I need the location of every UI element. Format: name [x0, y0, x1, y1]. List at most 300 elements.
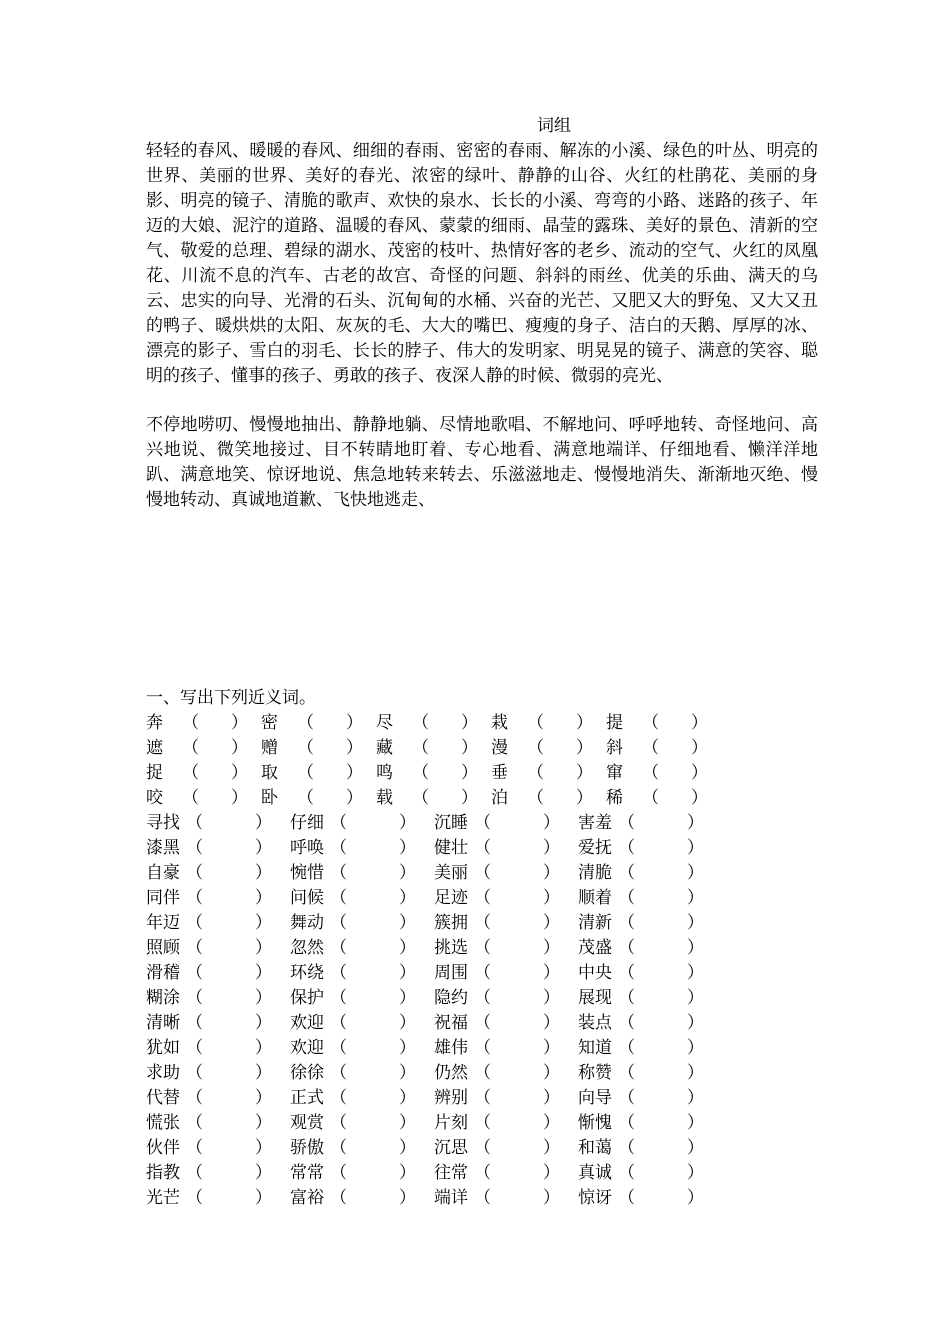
answer-blank[interactable]: [182, 761, 261, 786]
close-paren: ）: [346, 713, 363, 733]
close-paren: ）: [543, 838, 560, 858]
synonym-word: 遮: [146, 738, 163, 758]
close-paren: ）: [461, 738, 478, 758]
synonym-row: [146, 1111, 722, 1136]
answer-blank[interactable]: [186, 836, 290, 861]
synonym-item: [146, 1061, 290, 1086]
synonym-item: [376, 761, 491, 786]
close-paren: ）: [255, 913, 272, 933]
answer-blank[interactable]: [618, 1036, 722, 1061]
synonym-word: 茂盛: [578, 938, 612, 958]
synonym-word: 栽: [491, 713, 508, 733]
close-paren: ）: [576, 763, 593, 783]
synonym-item: [434, 836, 578, 861]
close-paren: ）: [576, 738, 593, 758]
open-paren: （: [618, 1188, 635, 1208]
synonym-row: [146, 861, 722, 886]
answer-blank[interactable]: [527, 736, 606, 761]
close-paren: ）: [255, 1063, 272, 1083]
synonym-item: [261, 786, 376, 811]
answer-blank[interactable]: [330, 836, 434, 861]
close-paren: ）: [255, 863, 272, 883]
answer-blank[interactable]: [618, 961, 722, 986]
open-paren: （: [412, 763, 429, 783]
synonym-word: 欢迎: [290, 1038, 324, 1058]
answer-blank[interactable]: [642, 736, 721, 761]
answer-blank[interactable]: [527, 786, 606, 811]
close-paren: ）: [543, 1138, 560, 1158]
open-paren: （: [186, 888, 203, 908]
open-paren: （: [474, 838, 491, 858]
open-paren: （: [330, 838, 347, 858]
synonym-item: [434, 1161, 578, 1186]
synonym-word: 辨别: [434, 1088, 468, 1108]
open-paren: （: [618, 938, 635, 958]
synonym-item: [434, 961, 578, 986]
synonym-row: [146, 1136, 722, 1161]
answer-blank[interactable]: [412, 736, 491, 761]
synonym-item: [376, 736, 491, 761]
synonym-item: [290, 811, 434, 836]
synonym-row: [146, 886, 722, 911]
synonym-row: [146, 936, 722, 961]
synonym-row: [146, 961, 722, 986]
synonym-item: [290, 911, 434, 936]
synonym-item: [434, 1036, 578, 1061]
synonym-word: 问候: [290, 888, 324, 908]
synonym-item: [146, 786, 261, 811]
open-paren: （: [330, 888, 347, 908]
close-paren: ）: [543, 963, 560, 983]
answer-blank[interactable]: [618, 1011, 722, 1036]
close-paren: ）: [687, 838, 704, 858]
answer-blank[interactable]: [642, 786, 721, 811]
answer-blank[interactable]: [186, 1086, 290, 1111]
synonym-row: [146, 761, 721, 786]
synonym-word: 骄傲: [290, 1138, 324, 1158]
answer-blank[interactable]: [330, 1136, 434, 1161]
answer-blank[interactable]: [182, 786, 261, 811]
close-paren: ）: [255, 988, 272, 1008]
synonym-word: 稀: [606, 788, 623, 808]
synonym-row: [146, 1186, 722, 1211]
synonym-word: 惭愧: [578, 1113, 612, 1133]
open-paren: （: [527, 738, 544, 758]
synonym-word: 寻找: [146, 813, 180, 833]
close-paren: ）: [543, 1063, 560, 1083]
answer-blank[interactable]: [618, 936, 722, 961]
synonym-item: [434, 1011, 578, 1036]
answer-blank[interactable]: [186, 861, 290, 886]
answer-blank[interactable]: [186, 1036, 290, 1061]
close-paren: ）: [399, 1138, 416, 1158]
close-paren: ）: [543, 988, 560, 1008]
answer-blank[interactable]: [412, 761, 491, 786]
open-paren: （: [330, 1063, 347, 1083]
close-paren: ）: [543, 1113, 560, 1133]
synonym-item: [290, 936, 434, 961]
synonym-grid-double: [146, 811, 722, 1211]
synonym-item: [578, 1086, 722, 1111]
synonym-word: 惊讶: [578, 1188, 612, 1208]
close-paren: ）: [399, 938, 416, 958]
answer-blank[interactable]: [186, 911, 290, 936]
answer-blank[interactable]: [618, 1161, 722, 1186]
open-paren: （: [186, 863, 203, 883]
open-paren: （: [618, 888, 635, 908]
close-paren: ）: [543, 938, 560, 958]
answer-blank[interactable]: [186, 936, 290, 961]
answer-blank[interactable]: [618, 836, 722, 861]
synonym-item: [290, 1086, 434, 1111]
synonym-item: [290, 1186, 434, 1211]
close-paren: ）: [691, 738, 708, 758]
synonym-word: 尽: [376, 713, 393, 733]
synonym-word: 称赞: [578, 1063, 612, 1083]
synonym-item: [290, 1161, 434, 1186]
synonym-word: 窜: [606, 763, 623, 783]
synonym-item: [146, 936, 290, 961]
answer-blank[interactable]: [330, 861, 434, 886]
answer-blank[interactable]: [186, 1186, 290, 1211]
answer-blank[interactable]: [330, 1061, 434, 1086]
answer-blank[interactable]: [297, 711, 376, 736]
synonym-item: [376, 786, 491, 811]
close-paren: ）: [687, 1013, 704, 1033]
answer-blank[interactable]: [330, 1086, 434, 1111]
synonym-word: 慌张: [146, 1113, 180, 1133]
close-paren: ）: [231, 738, 248, 758]
answer-blank[interactable]: [474, 1086, 578, 1111]
close-paren: ）: [399, 1038, 416, 1058]
answer-blank[interactable]: [186, 811, 290, 836]
synonym-word: 正式: [290, 1088, 324, 1108]
answer-blank[interactable]: [330, 1186, 434, 1211]
synonym-word: 伙伴: [146, 1138, 180, 1158]
answer-blank[interactable]: [330, 1036, 434, 1061]
synonym-item: [290, 1011, 434, 1036]
close-paren: ）: [231, 763, 248, 783]
close-paren: ）: [255, 1188, 272, 1208]
open-paren: （: [297, 738, 314, 758]
synonym-item: [578, 911, 722, 936]
open-paren: （: [474, 1163, 491, 1183]
answer-blank[interactable]: [186, 1061, 290, 1086]
open-paren: （: [330, 1188, 347, 1208]
open-paren: （: [642, 788, 659, 808]
phrase-paragraph-adjective: 轻轻的春风、暖暖的春风、细细的春雨、密密的春雨、解冻的小溪、绿色的叶丛、明亮的世界、美丽的世界、美好的春光、浓密的绿叶、静静的山谷、火红的杜鹃花、美丽的身影、明亮的镜子、清脆的歌声、欢快的泉水、长长的小溪、弯弯的小路、迷路的孩子、年迈的大娘、泥泞的道路、温暖的春风、蒙蒙的细雨、晶莹的露珠、美好的景色、清新的空气、敬爱的总理、碧绿的湖水、茂密的枝叶、热情好客的老乡、流动的空气、火红的凤凰花、川流不息的汽车、古老的故宫、奇怪的问题、斜斜的雨丝、优美的乐曲、满天的乌云、忠实的向导、光滑的石头、沉甸甸的水桶、兴奋的光芒、又肥又大的野兔、又大又丑的鸭子、暖烘烘的太阳、灰灰的毛、大大的嘴巴、瘦瘦的身子、洁白的天鹅、厚厚的冰、漂亮的影子、雪白的羽毛、长长的脖子、伟大的发明家、明晃晃的镜子、满意的笑容、聪明的孩子、懂事的孩子、勇敢的孩子、夜深人静的时候、微弱的亮光、: [146, 141, 818, 386]
answer-blank[interactable]: [527, 761, 606, 786]
open-paren: （: [618, 1063, 635, 1083]
close-paren: ）: [687, 988, 704, 1008]
synonym-word: 密: [261, 713, 278, 733]
answer-blank[interactable]: [330, 936, 434, 961]
answer-blank[interactable]: [474, 1111, 578, 1136]
answer-blank[interactable]: [474, 861, 578, 886]
open-paren: （: [182, 738, 199, 758]
synonym-item: [578, 961, 722, 986]
open-paren: （: [186, 1138, 203, 1158]
open-paren: （: [618, 1088, 635, 1108]
open-paren: （: [474, 1188, 491, 1208]
synonym-word: 鸣: [376, 763, 393, 783]
synonym-word: 藏: [376, 738, 393, 758]
synonym-item: [146, 711, 261, 736]
synonym-row: [146, 1036, 722, 1061]
close-paren: ）: [687, 888, 704, 908]
synonym-word: 斜: [606, 738, 623, 758]
open-paren: （: [618, 838, 635, 858]
answer-blank[interactable]: [474, 886, 578, 911]
synonym-row: [146, 811, 722, 836]
answer-blank[interactable]: [618, 986, 722, 1011]
synonym-word: 知道: [578, 1038, 612, 1058]
close-paren: ）: [399, 913, 416, 933]
open-paren: （: [297, 763, 314, 783]
synonym-word: 富裕: [290, 1188, 324, 1208]
answer-blank[interactable]: [330, 1011, 434, 1036]
answer-blank[interactable]: [618, 1086, 722, 1111]
close-paren: ）: [687, 1038, 704, 1058]
answer-blank[interactable]: [474, 961, 578, 986]
synonym-item: [146, 886, 290, 911]
close-paren: ）: [255, 938, 272, 958]
open-paren: （: [330, 863, 347, 883]
answer-blank[interactable]: [330, 1111, 434, 1136]
answer-blank[interactable]: [412, 711, 491, 736]
synonym-word: 害羞: [578, 813, 612, 833]
open-paren: （: [186, 1063, 203, 1083]
close-paren: ）: [543, 813, 560, 833]
open-paren: （: [186, 1038, 203, 1058]
open-paren: （: [527, 713, 544, 733]
synonym-item: [434, 861, 578, 886]
answer-blank[interactable]: [186, 1136, 290, 1161]
answer-blank[interactable]: [330, 986, 434, 1011]
synonym-word: 求助: [146, 1063, 180, 1083]
synonym-word: 片刻: [434, 1113, 468, 1133]
answer-blank[interactable]: [642, 761, 721, 786]
answer-blank[interactable]: [474, 1036, 578, 1061]
synonym-word: 仍然: [434, 1063, 468, 1083]
open-paren: （: [618, 988, 635, 1008]
synonym-word: 徐徐: [290, 1063, 324, 1083]
close-paren: ）: [346, 738, 363, 758]
close-paren: ）: [461, 713, 478, 733]
synonym-word: 泊: [491, 788, 508, 808]
synonym-row: [146, 911, 722, 936]
synonym-item: [146, 1136, 290, 1161]
answer-blank[interactable]: [474, 1011, 578, 1036]
answer-blank[interactable]: [618, 1186, 722, 1211]
answer-blank[interactable]: [186, 1011, 290, 1036]
synonym-word: 真诚: [578, 1163, 612, 1183]
open-paren: （: [186, 838, 203, 858]
close-paren: ）: [255, 838, 272, 858]
open-paren: （: [186, 913, 203, 933]
close-paren: ）: [543, 1038, 560, 1058]
synonym-word: 清新: [578, 913, 612, 933]
answer-blank[interactable]: [474, 936, 578, 961]
synonym-item: [578, 1011, 722, 1036]
synonym-word: 环绕: [290, 963, 324, 983]
synonym-item: [290, 961, 434, 986]
synonym-word: 赠: [261, 738, 278, 758]
synonym-word: 照顾: [146, 938, 180, 958]
open-paren: （: [618, 863, 635, 883]
synonym-word: 装点: [578, 1013, 612, 1033]
open-paren: （: [618, 1038, 635, 1058]
answer-blank[interactable]: [618, 1111, 722, 1136]
answer-blank[interactable]: [330, 961, 434, 986]
synonym-item: [578, 886, 722, 911]
synonym-item: [578, 1061, 722, 1086]
open-paren: （: [330, 1163, 347, 1183]
open-paren: （: [474, 863, 491, 883]
answer-blank[interactable]: [297, 761, 376, 786]
synonym-word: 糊涂: [146, 988, 180, 1008]
close-paren: ）: [687, 1063, 704, 1083]
synonym-item: [261, 761, 376, 786]
answer-blank[interactable]: [186, 1111, 290, 1136]
close-paren: ）: [461, 788, 478, 808]
open-paren: （: [618, 1113, 635, 1133]
answer-blank[interactable]: [474, 1161, 578, 1186]
open-paren: （: [474, 988, 491, 1008]
close-paren: ）: [399, 1088, 416, 1108]
answer-blank[interactable]: [474, 811, 578, 836]
synonym-word: 自豪: [146, 863, 180, 883]
synonym-item: [578, 936, 722, 961]
phrase-paragraph-adverb: 不停地唠叨、慢慢地抽出、静静地躺、尽情地歌唱、不解地问、呼呼地转、奇怪地问、高兴地说、微笑地接过、目不转睛地盯着、专心地看、满意地端详、仔细地看、懒洋洋地趴、满意地笑、惊讶地说、焦急地转来转去、乐滋滋地走、慢慢地消失、渐渐地灭绝、慢慢地转动、真诚地道歉、飞快地逃走、: [146, 415, 818, 510]
answer-blank[interactable]: [182, 711, 261, 736]
open-paren: （: [330, 988, 347, 1008]
open-paren: （: [330, 1138, 347, 1158]
open-paren: （: [330, 813, 347, 833]
answer-blank[interactable]: [330, 886, 434, 911]
answer-blank[interactable]: [527, 711, 606, 736]
answer-blank[interactable]: [618, 886, 722, 911]
synonym-item: [434, 886, 578, 911]
answer-blank[interactable]: [186, 886, 290, 911]
synonym-word: 中央: [578, 963, 612, 983]
synonym-item: [146, 1186, 290, 1211]
close-paren: ）: [399, 988, 416, 1008]
answer-blank[interactable]: [618, 861, 722, 886]
synonym-item: [578, 986, 722, 1011]
close-paren: ）: [576, 788, 593, 808]
synonym-word: 奔: [146, 713, 163, 733]
synonym-word: 光芒: [146, 1188, 180, 1208]
synonym-word: 足迹: [434, 888, 468, 908]
synonym-word: 垂: [491, 763, 508, 783]
synonym-item: [578, 1036, 722, 1061]
open-paren: （: [474, 1013, 491, 1033]
synonym-word: 沉睡: [434, 813, 468, 833]
answer-blank[interactable]: [474, 1061, 578, 1086]
answer-blank[interactable]: [642, 711, 721, 736]
answer-blank[interactable]: [618, 1136, 722, 1161]
open-paren: （: [474, 1063, 491, 1083]
answer-blank[interactable]: [412, 786, 491, 811]
synonym-word: 呼唤: [290, 838, 324, 858]
close-paren: ）: [399, 888, 416, 908]
open-paren: （: [182, 788, 199, 808]
answer-blank[interactable]: [297, 786, 376, 811]
answer-blank[interactable]: [186, 1161, 290, 1186]
close-paren: ）: [687, 1088, 704, 1108]
synonym-item: [606, 736, 721, 761]
synonym-word: 捉: [146, 763, 163, 783]
synonym-word: 惋惜: [290, 863, 324, 883]
open-paren: （: [186, 938, 203, 958]
open-paren: （: [412, 738, 429, 758]
synonym-word: 常常: [290, 1163, 324, 1183]
answer-blank[interactable]: [618, 1061, 722, 1086]
open-paren: （: [182, 763, 199, 783]
open-paren: （: [330, 1113, 347, 1133]
close-paren: ）: [346, 763, 363, 783]
synonym-word: 清晰: [146, 1013, 180, 1033]
synonym-word: 美丽: [434, 863, 468, 883]
open-paren: （: [297, 788, 314, 808]
answer-blank[interactable]: [297, 736, 376, 761]
answer-blank[interactable]: [474, 911, 578, 936]
answer-blank[interactable]: [474, 1186, 578, 1211]
close-paren: ）: [687, 913, 704, 933]
close-paren: ）: [399, 1188, 416, 1208]
synonym-word: 滑稽: [146, 963, 180, 983]
close-paren: ）: [687, 1188, 704, 1208]
synonym-item: [146, 986, 290, 1011]
synonym-item: [290, 986, 434, 1011]
synonym-word: 周围: [434, 963, 468, 983]
answer-blank[interactable]: [186, 961, 290, 986]
open-paren: （: [474, 1088, 491, 1108]
synonym-item: [434, 811, 578, 836]
answer-blank[interactable]: [182, 736, 261, 761]
open-paren: （: [618, 913, 635, 933]
answer-blank[interactable]: [618, 811, 722, 836]
synonym-row: [146, 1086, 722, 1111]
close-paren: ）: [255, 813, 272, 833]
open-paren: （: [642, 713, 659, 733]
synonym-item: [434, 936, 578, 961]
synonym-item: [146, 1111, 290, 1136]
synonym-word: 端详: [434, 1188, 468, 1208]
answer-blank[interactable]: [330, 811, 434, 836]
answer-blank[interactable]: [474, 836, 578, 861]
synonym-item: [290, 886, 434, 911]
answer-blank[interactable]: [618, 911, 722, 936]
answer-blank[interactable]: [474, 1136, 578, 1161]
answer-blank[interactable]: [330, 911, 434, 936]
synonym-row: [146, 736, 721, 761]
synonym-word: 漫: [491, 738, 508, 758]
close-paren: ）: [231, 713, 248, 733]
synonym-word: 仔细: [290, 813, 324, 833]
answer-blank[interactable]: [330, 1161, 434, 1186]
open-paren: （: [642, 738, 659, 758]
synonym-item: [606, 761, 721, 786]
open-paren: （: [474, 938, 491, 958]
answer-blank[interactable]: [474, 986, 578, 1011]
close-paren: ）: [255, 888, 272, 908]
open-paren: （: [186, 1013, 203, 1033]
open-paren: （: [618, 1138, 635, 1158]
answer-blank[interactable]: [186, 986, 290, 1011]
synonym-word: 卧: [261, 788, 278, 808]
